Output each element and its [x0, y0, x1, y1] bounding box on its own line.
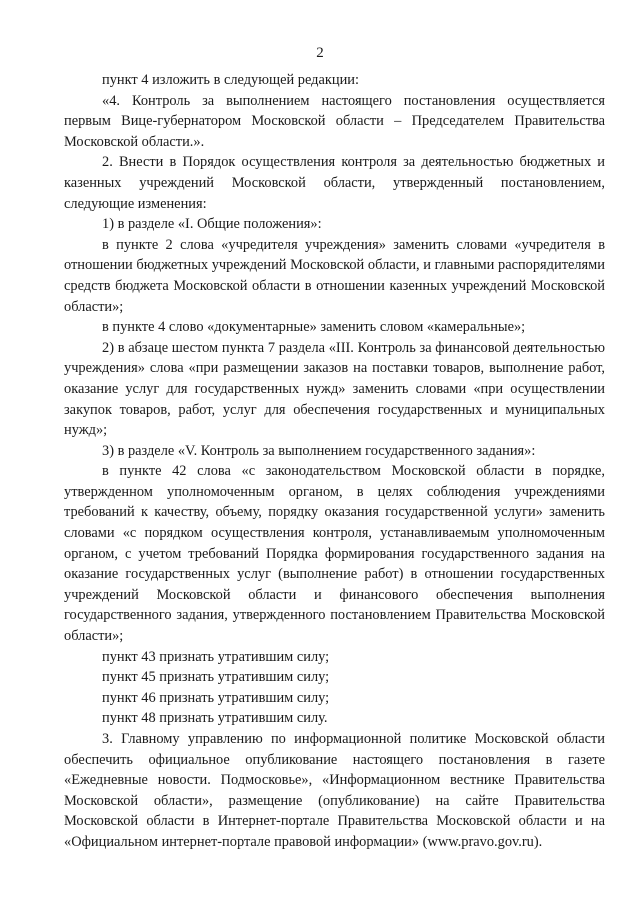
page-number: 2: [316, 45, 324, 61]
paragraph: 1) в разделе «I. Общие положения»:: [102, 216, 322, 233]
paragraph: в пункте 2 слова «учредителя учреждения» заменить словами «учредителя в отношении бюджетных учреждений Московской области, и главными распорядителями средств бюджета Московской области в отношении казенных учреждений Московской области»;: [64, 236, 605, 315]
paragraph: в пункте 4 слово «документарные» заменить словом «камеральные»;: [102, 319, 526, 336]
paragraph: пункт 48 признать утратившим силу.: [102, 710, 328, 727]
paragraph: пункт 46 признать утратившим силу;: [102, 689, 330, 706]
paragraph: пункт 45 признать утратившим силу;: [102, 669, 330, 686]
paragraph: 3. Главному управлению по информационной политике Московской области обеспечить официальное опубликование настоящего постановления в газете «Ежедневные новости. Подмосковье», «Информационном вестнике Правительства Московской области», размещение (опубликование) на сайте Правительства Московской области в Интернет-портале Правительства Московской области и на «Официальном интернет-портале правовой информации» (www.pravo.gov.ru).: [64, 731, 605, 850]
paragraph: 2. Внести в Порядок осуществления контроля за деятельностью бюджетных и казенных учреждений Московской области, утвержденный постановлением, следующие изменения:: [64, 154, 605, 212]
paragraph: пункт 4 изложить в следующей редакции:: [102, 72, 359, 88]
paragraph: 3) в разделе «V. Контроль за выполнением государственного задания»:: [102, 442, 536, 459]
paragraph: «4. Контроль за выполнением настоящего постановления осуществляется первым Вице-губернатором Московской области – Председателем Правительства Московской области.».: [64, 92, 605, 150]
paragraph: 2) в абзаце шестом пункта 7 раздела «III. Контроль за финансовой деятельностью учреждения» слова «при размещении заказов на поставки товаров, выполнение работ, оказание услуг для государственных нужд» заменить словами «при осуществлении закупок товаров, работ, услуг для обеспечения государственных и муниципальных нужд»;: [64, 339, 605, 439]
paragraph: пункт 43 признать утратившим силу;: [102, 648, 330, 665]
document-body: [64, 70, 605, 853]
paragraph: в пункте 42 слова «с законодательством Московской области в порядке, утвержденном уполномоченным органом, в целях соблюдения учреждениями требований к качеству, объему, порядку оказания государственной услуги» заменить словами «с порядком осуществления контроля, устанавливаемым уполномоченным органом, с учетом требований Порядка формирования государственного задания на оказание государственных услуг (выполнение работ) в отношении государственных учреждений Московской области и финансового обеспечения выполнения государственного задания, утвержденного постановлением Правительства Московской области»;: [64, 463, 605, 645]
